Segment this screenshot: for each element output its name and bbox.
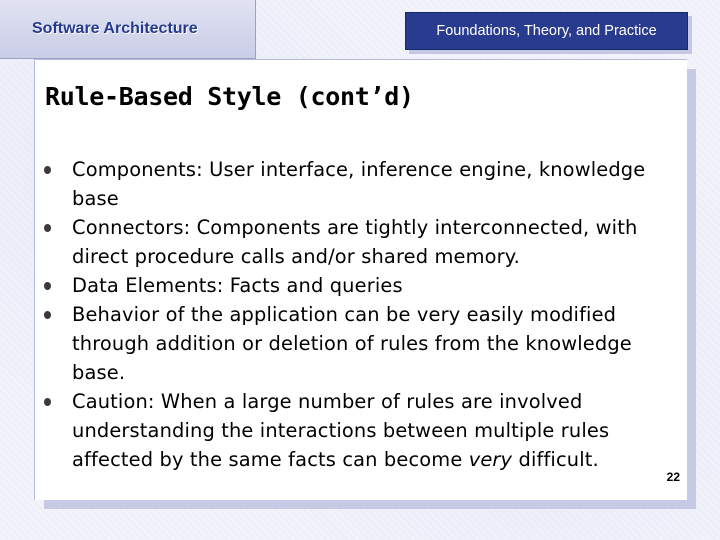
header-right-box [405, 12, 688, 50]
bullet-dot-icon [44, 166, 51, 174]
course-subtitle: Foundations, Theory, and Practice [436, 23, 657, 39]
course-title: Software Architecture [32, 20, 198, 37]
bullet-item [44, 300, 684, 387]
bullet-emphasis: very [468, 448, 513, 471]
bullet-dot-icon [44, 311, 51, 319]
bullet-text: Behavior of the application can be very easily modified through addition or deletion of rules from the knowledge base. [72, 303, 632, 384]
bullet-item [44, 155, 684, 213]
bullet-item [44, 387, 684, 474]
bullet-dot-icon [44, 224, 51, 232]
header-left-box [0, 0, 256, 59]
bullet-dot-icon [44, 282, 51, 290]
page-number: 22 [666, 470, 680, 484]
bullet-text-after: difficult. [512, 448, 599, 471]
bullet-text: Connectors: Components are tightly interconnected, with direct procedure calls and/or shared memory. [72, 216, 638, 268]
bullet-text: Components: User interface, inference engine, knowledge base [72, 158, 646, 210]
bullet-item [44, 213, 684, 271]
bullet-item [44, 271, 684, 300]
bullet-text: Data Elements: Facts and queries [72, 274, 403, 297]
bullet-text [72, 390, 609, 471]
slide-title: Rule-Based Style (cont’d) [45, 82, 414, 111]
bullet-text-before: Caution: When a large number of rules are involved understanding the interactions between multiple rules affected by the same facts can become [72, 390, 610, 471]
bullet-dot-icon [44, 398, 51, 406]
bullet-list [44, 155, 684, 474]
